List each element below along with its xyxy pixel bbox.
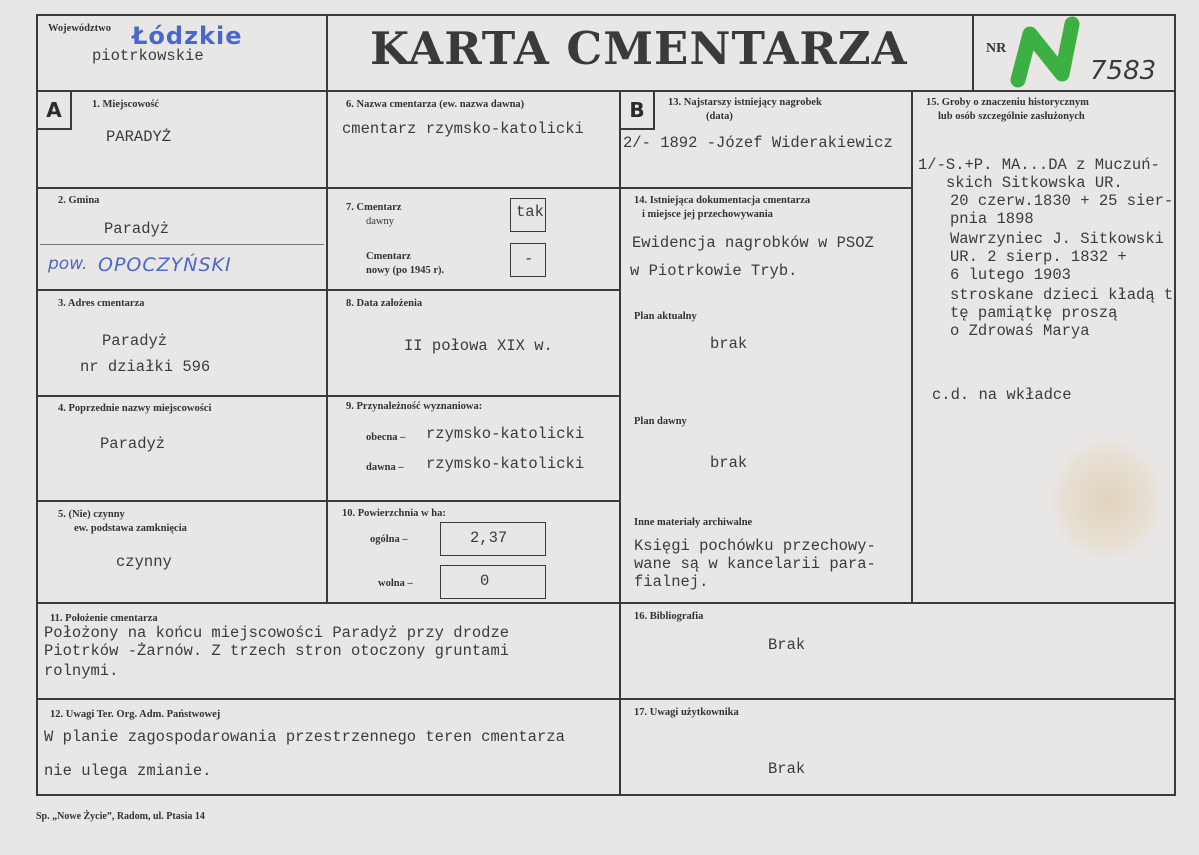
f15-label-2: lub osób szczególnie zasłużonych bbox=[938, 111, 1085, 122]
f12-line2: nie ulega zmianie. bbox=[44, 762, 212, 780]
row-divider-4 bbox=[36, 500, 620, 502]
row-divider-6 bbox=[36, 698, 1176, 700]
nr-label: NR bbox=[986, 41, 1007, 56]
header-divider bbox=[36, 90, 1176, 92]
nr-value: 7583 bbox=[1090, 56, 1157, 86]
f14-line2: w Piotrkowie Tryb. bbox=[630, 262, 798, 280]
plan-aktualny-label: Plan aktualny bbox=[634, 311, 697, 322]
f11-label: 11. Położenie cmentarza bbox=[50, 613, 158, 624]
f5-label-1: 5. (Nie) czynny bbox=[58, 509, 125, 520]
inne-line2: wane są w kancelarii para- bbox=[634, 555, 876, 573]
f7-nowy-label-2: nowy (po 1945 r). bbox=[366, 265, 445, 276]
f9-dawna-value: rzymsko-katolicki bbox=[426, 455, 585, 473]
f15-line-5: Wawrzyniec J. Sitkowski bbox=[950, 230, 1164, 248]
f15-line-8: stroskane dzieci kładą t bbox=[950, 286, 1174, 304]
f3-label: 3. Adres cmentarza bbox=[58, 298, 145, 309]
paper-stain bbox=[1052, 440, 1162, 560]
f5-label-2: ew. podstawa zamknięcia bbox=[74, 523, 187, 534]
f15-line-9: tę pamiątkę proszą bbox=[950, 304, 1118, 322]
f2-value: Paradyż bbox=[104, 220, 170, 238]
f10-ogolna-label: ogólna – bbox=[370, 534, 408, 545]
wojewodztwo-label: Województwo bbox=[48, 23, 111, 34]
f9-label: 9. Przynależność wyznaniowa: bbox=[346, 401, 483, 412]
f7-label: 7. Cmentarz bbox=[346, 202, 402, 213]
header-left-divider bbox=[326, 14, 328, 91]
f16-value: Brak bbox=[768, 636, 806, 654]
f7-dawny-value: tak bbox=[516, 203, 544, 221]
f15-line-3: 20 czerw.1830 + 25 sier- bbox=[950, 192, 1174, 210]
f2-label: 2. Gmina bbox=[58, 195, 100, 206]
wojewodztwo-handwritten: Łódzkie bbox=[132, 22, 243, 50]
f10-wolna-label: wolna – bbox=[378, 578, 413, 589]
f11-line1: Położony na końcu miejscowości Paradyż przy drodze bbox=[44, 624, 510, 642]
f16-label: 16. Bibliografia bbox=[634, 611, 704, 622]
f1-label: 1. Miejscowość bbox=[92, 99, 160, 110]
wojewodztwo-typed: piotrkowskie bbox=[92, 47, 204, 65]
f12-line1: W planie zagospodarowania przestrzennego teren cmentarza bbox=[44, 728, 565, 746]
inne-label: Inne materiały archiwalne bbox=[634, 517, 753, 528]
f15-line-2: skich Sitkowska UR. bbox=[946, 174, 1123, 192]
f10-label: 10. Powierzchnia w ha: bbox=[342, 508, 446, 519]
f13-label-1: 13. Najstarszy istniejący nagrobek bbox=[668, 97, 822, 108]
f5-value: czynny bbox=[116, 553, 172, 571]
f2-underline bbox=[40, 244, 324, 245]
f14-label-1: 14. Istniejąca dokumentacja cmentarza bbox=[634, 195, 811, 206]
f2-hand-value: OPOCZYŃSKI bbox=[98, 254, 232, 276]
row-divider-2 bbox=[36, 289, 620, 291]
f15-line-7: 6 lutego 1903 bbox=[950, 266, 1071, 284]
f10-ogolna-value: 2,37 bbox=[470, 529, 508, 547]
f15-cd: c.d. na wkładce bbox=[932, 386, 1072, 404]
f15-line-10: o Zdrowaś Marya bbox=[950, 322, 1090, 340]
printer-footer: Sp. „Nowe Życie”, Radom, ul. Ptasia 14 bbox=[36, 811, 205, 822]
f15-line-4: pnia 1898 bbox=[950, 210, 1034, 228]
f4-value: Paradyż bbox=[100, 435, 166, 453]
f1-value: PARADYŻ bbox=[106, 128, 172, 146]
row-divider-5 bbox=[36, 602, 1176, 604]
f9-obecna-value: rzymsko-katolicki bbox=[426, 425, 585, 443]
f14-line1: Ewidencja nagrobków w PSOZ bbox=[632, 234, 874, 252]
row-divider-3 bbox=[36, 395, 620, 397]
f9-obecna-label: obecna – bbox=[366, 432, 406, 443]
f17-label: 17. Uwagi użytkownika bbox=[634, 707, 739, 718]
f15-label-1: 15. Groby o znaczeniu historycznym bbox=[926, 97, 1089, 108]
f15-line-1: 1/-S.+P. MA...DA z Muczuń- bbox=[918, 156, 1160, 174]
col-divider-3 bbox=[911, 90, 913, 603]
f12-label: 12. Uwagi Ter. Org. Adm. Państwowej bbox=[50, 709, 221, 720]
f14-label-2: i miejsce jej przechowywania bbox=[642, 209, 773, 220]
plan-dawny-value: brak bbox=[710, 454, 748, 472]
f10-wolna-box bbox=[440, 565, 546, 599]
f15-line-6: UR. 2 sierp. 1832 + bbox=[950, 248, 1127, 266]
f3-line2: nr działki 596 bbox=[80, 358, 211, 376]
f7-nowy-label-1: Cmentarz bbox=[366, 251, 411, 262]
green-marker-check-icon bbox=[1010, 16, 1090, 88]
f2-hand-prefix: pow. bbox=[48, 254, 88, 274]
col-divider-1 bbox=[326, 90, 328, 603]
f10-wolna-value: 0 bbox=[480, 572, 490, 590]
f11-line3: rolnymi. bbox=[44, 662, 119, 680]
f11-line2: Piotrków -Żarnów. Z trzech stron otoczony gruntami bbox=[44, 642, 510, 660]
f8-value: II połowa XIX w. bbox=[404, 337, 553, 355]
f13-value: 2/- 1892 -Józef Widerakiewicz bbox=[623, 134, 893, 152]
f6-label: 6. Nazwa cmentarza (ew. nazwa dawna) bbox=[346, 99, 525, 110]
f8-label: 8. Data założenia bbox=[346, 298, 423, 309]
inne-line1: Księgi pochówku przechowy- bbox=[634, 537, 876, 555]
f9-dawna-label: dawna – bbox=[366, 462, 404, 473]
f4-label: 4. Poprzednie nazwy miejscowości bbox=[58, 403, 212, 414]
f17-value: Brak bbox=[768, 760, 806, 778]
f3-line1: Paradyż bbox=[102, 332, 168, 350]
f13-label-2: (data) bbox=[706, 111, 733, 122]
f7-dawny-label: dawny bbox=[366, 216, 394, 227]
col-divider-2 bbox=[619, 90, 621, 795]
plan-aktualny-value: brak bbox=[710, 335, 748, 353]
section-b-letter: B bbox=[629, 98, 645, 122]
page-title: KARTA CMENTARZA bbox=[370, 22, 908, 75]
f7-nowy-value: - bbox=[524, 250, 534, 268]
section-a-letter: A bbox=[46, 98, 62, 122]
plan-dawny-label: Plan dawny bbox=[634, 416, 687, 427]
header-right-divider bbox=[972, 14, 974, 91]
f6-value: cmentarz rzymsko-katolicki bbox=[342, 120, 584, 138]
inne-line3: fialnej. bbox=[634, 573, 709, 591]
row-divider-1 bbox=[36, 187, 912, 189]
